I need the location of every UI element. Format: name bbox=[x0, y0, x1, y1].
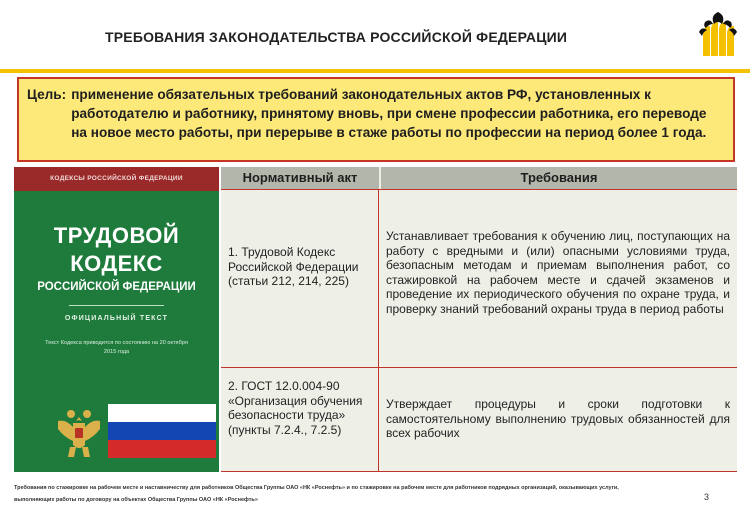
table-cell-act: 1. Трудовой Кодекс Российской Федерации (статьи 212, 214, 225) bbox=[228, 245, 359, 289]
goal-box bbox=[17, 77, 735, 162]
footnote-line: Требования по стажировке на рабочем месте и наставничеству для работников Общества Группы ОАО «НК «Роснефть» и по стажировке на рабочем месте для работников подрядных организаций, оказывающих услуги, bbox=[14, 485, 619, 491]
footnote-line: выполняющих работы по договору на объектах Общества Группы ОАО «НК «Роснефть» bbox=[14, 497, 258, 503]
book-series-band: КОДЕКСЫ РОССИЙСКОЙ ФЕДЕРАЦИИ bbox=[14, 167, 219, 191]
table-divider bbox=[378, 189, 379, 472]
slide-title: ТРЕБОВАНИЯ ЗАКОНОДАТЕЛЬСТВА РОССИЙСКОЙ ФЕДЕРАЦИИ bbox=[105, 29, 568, 45]
table-cell-requirement: Утверждает процедуры и сроки подготовки к самостоятельному выполнению трудовых обязанностей для всех рабочих bbox=[386, 397, 730, 441]
slide-header bbox=[0, 0, 750, 72]
table-cell-requirement: Устанавливает требования к обучению лиц, поступающих на работу с вредными и (или) опасными условиями труда, безопасным методам и приемам выполнения работ, со стажировкой на рабочем месте и сдачей экзаменов и проведение их периодического обучения по охране труда, и проверку знаний требований охраны труда в период работы bbox=[386, 229, 730, 316]
book-title-line3: РОССИЙСКОЙ ФЕДЕРАЦИИ bbox=[37, 281, 196, 293]
book-edition-note: Текст Кодекса приводится по состоянию на 20 октября 2015 года bbox=[45, 340, 188, 355]
goal-label: Цель: bbox=[27, 87, 67, 102]
book-title-line1: ТРУДОВОЙ bbox=[53, 223, 180, 248]
rosneft-logo-icon bbox=[694, 10, 742, 58]
table-cell-act: 2. ГОСТ 12.0.004-90 «Организация обучения безопасности труда» (пункты 7.2.4., 7.2.5) bbox=[228, 379, 363, 437]
table-header-requirements: Требования bbox=[381, 167, 737, 189]
table-divider bbox=[221, 471, 737, 472]
double-headed-eagle-icon bbox=[56, 407, 102, 459]
page-number: 3 bbox=[704, 492, 710, 502]
requirements-table bbox=[221, 167, 737, 472]
table-divider bbox=[221, 367, 737, 368]
table-divider bbox=[221, 189, 737, 190]
russian-flag-icon bbox=[108, 404, 216, 458]
header-divider bbox=[0, 69, 750, 73]
labor-code-book-cover bbox=[14, 167, 219, 472]
goal-text: применение обязательных требований законодательных актов РФ, установленных к работодателю и работнику, принятому вновь, при смене профессии работника, его переводе на новое место работы, при перерыве в стаже работы по профессии на период более 1 года. bbox=[71, 87, 707, 140]
footnote bbox=[14, 482, 704, 506]
book-title-line2: КОДЕКС bbox=[70, 251, 163, 276]
table-header-act: Нормативный акт bbox=[221, 167, 379, 189]
book-official-text: ОФИЦИАЛЬНЫЙ ТЕКСТ bbox=[64, 315, 169, 322]
book-divider bbox=[69, 305, 164, 306]
